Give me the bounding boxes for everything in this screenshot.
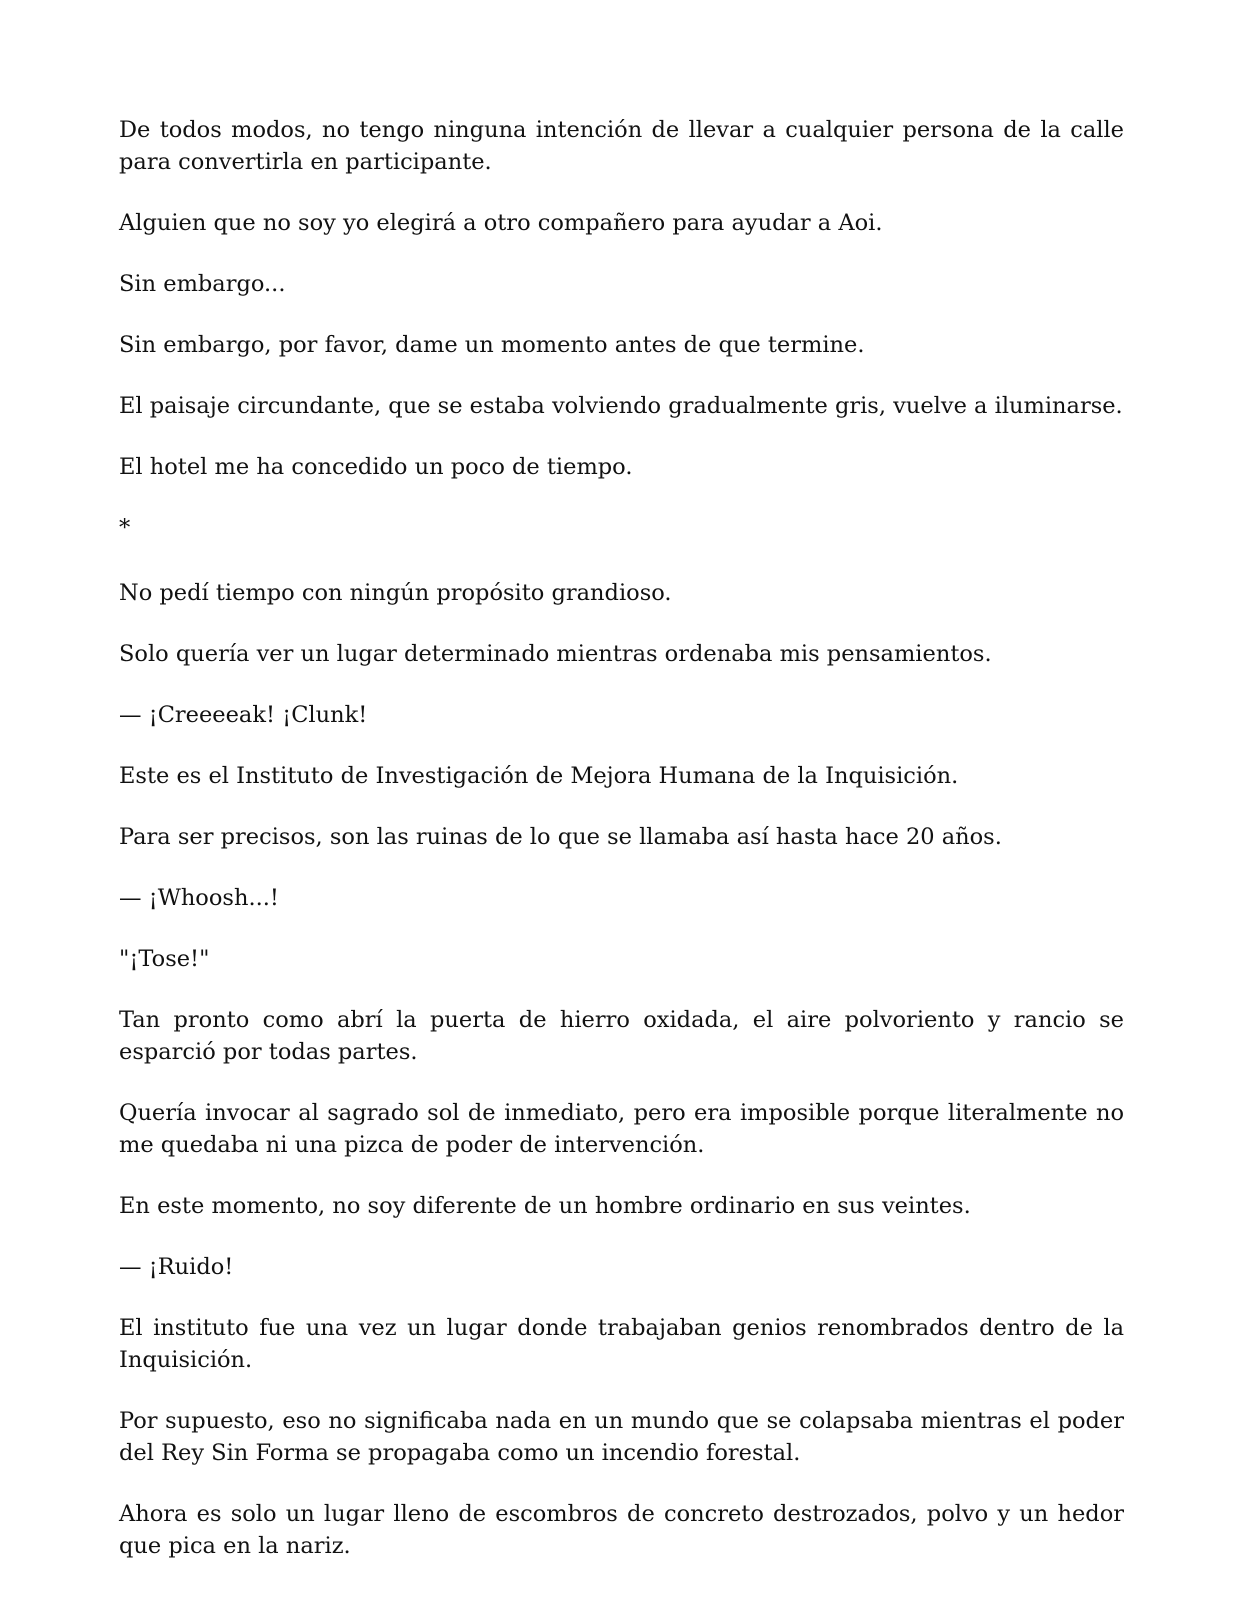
paragraph: El instituto fue una vez un lugar donde trabajaban genios renombrados dentro de la Inquisición. xyxy=(119,1315,1124,1373)
paragraph: "¡Tose!" xyxy=(119,946,210,972)
paragraph: Para ser precisos, son las ruinas de lo que se llamaba así hasta hace 20 años. xyxy=(119,824,1002,850)
paragraph: — ¡Ruido! xyxy=(119,1254,234,1280)
paragraph: Sin embargo... xyxy=(119,271,286,297)
paragraph: Tan pronto como abrí la puerta de hierro oxidada, el aire polvoriento y rancio se esparció por todas partes. xyxy=(119,1007,1124,1065)
paragraph: Sin embargo, por favor, dame un momento antes de que termine. xyxy=(119,332,865,358)
paragraph: Ahora es solo un lugar lleno de escombros de concreto destrozados, polvo y un hedor que pica en la nariz. xyxy=(119,1501,1124,1559)
document-page xyxy=(119,114,1124,1591)
paragraph: — ¡Creeeeak! ¡Clunk! xyxy=(119,702,368,728)
scene-separator: * xyxy=(119,515,131,541)
paragraph: El paisaje circundante, que se estaba volviendo gradualmente gris, vuelve a iluminarse. xyxy=(119,393,1123,419)
paragraph: Este es el Instituto de Investigación de Mejora Humana de la Inquisición. xyxy=(119,763,959,789)
paragraph: El hotel me ha concedido un poco de tiempo. xyxy=(119,454,633,480)
paragraph: De todos modos, no tengo ninguna intención de llevar a cualquier persona de la calle para convertirla en participante. xyxy=(119,117,1124,175)
paragraph: No pedí tiempo con ningún propósito grandioso. xyxy=(119,580,672,606)
paragraph: Por supuesto, eso no significaba nada en un mundo que se colapsaba mientras el poder del Rey Sin Forma se propagaba como un incendio forestal. xyxy=(119,1408,1124,1466)
paragraph: Quería invocar al sagrado sol de inmediato, pero era imposible porque literalmente no me quedaba ni una pizca de poder de intervención. xyxy=(119,1100,1124,1158)
paragraph: Solo quería ver un lugar determinado mientras ordenaba mis pensamientos. xyxy=(119,641,992,667)
paragraph: — ¡Whoosh...! xyxy=(119,885,279,911)
paragraph: Alguien que no soy yo elegirá a otro compañero para ayudar a Aoi. xyxy=(119,210,883,236)
paragraph: En este momento, no soy diferente de un hombre ordinario en sus veintes. xyxy=(119,1193,971,1219)
